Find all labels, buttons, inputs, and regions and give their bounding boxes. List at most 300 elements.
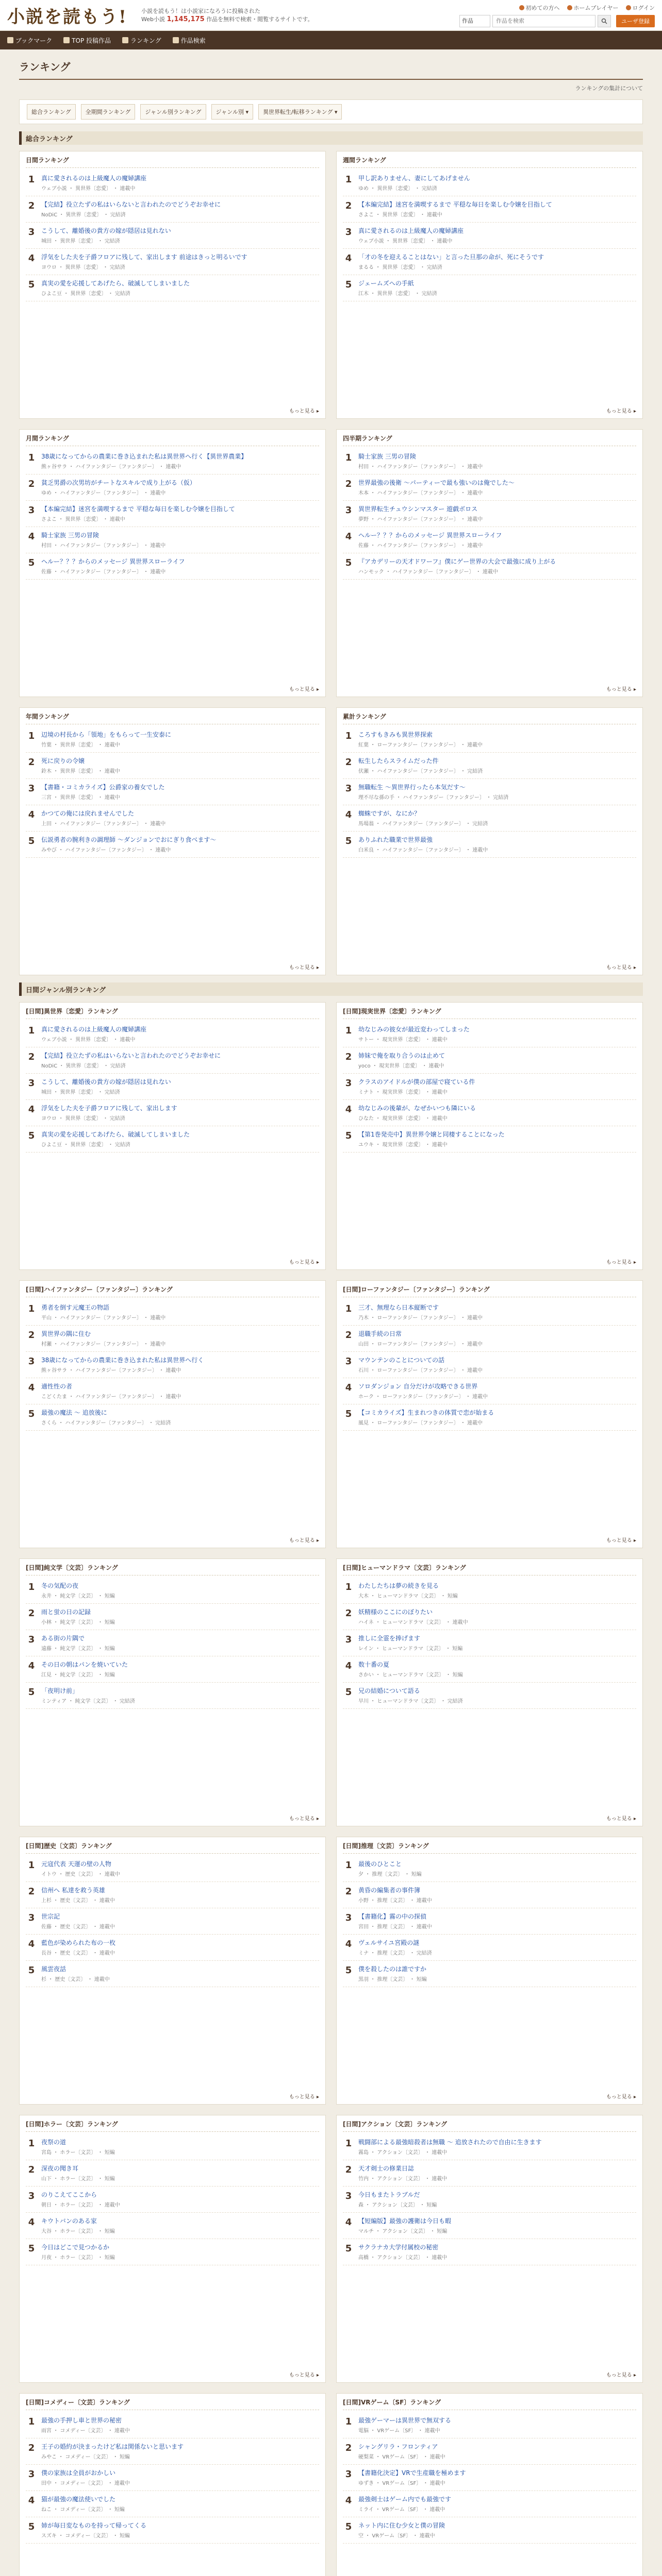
- rank-title-link[interactable]: 騎士家族 三男の冒険: [358, 453, 416, 460]
- ranking-item: [26, 832, 319, 858]
- rank-number: 2: [345, 1330, 352, 1341]
- rank-number: 1: [28, 2138, 35, 2149]
- rank-title-link[interactable]: サクラナカ大学付属校の秘密: [358, 2244, 439, 2251]
- rank-title-link[interactable]: 伝説勇者の腕利きの調理師 〜ダンジョンでおにぎり食べます〜: [41, 836, 217, 843]
- rank-meta: 村瀬 ・ ハイファンタジー〔ファンタジー〕 ・ 連載中: [41, 1342, 166, 1347]
- rank-title-link[interactable]: 元寇代表 天運の壁の人物: [41, 1860, 111, 1868]
- more-link[interactable]: もっと見る ▸: [606, 409, 636, 414]
- ranking-item: [343, 1378, 636, 1404]
- site-description: [141, 7, 397, 24]
- rank-title-link[interactable]: ジェームズへの手紙: [358, 280, 414, 287]
- rank-meta: 紅葉 ・ ローファンタジー〔ファンタジー〕 ・ 連載中: [358, 742, 483, 748]
- ranking-card-title: [日間]ハイファンタジー〔ファンタジー〕ランキング: [26, 1285, 319, 1297]
- rank-body: [41, 1660, 319, 1678]
- rank-meta: ユウキ ・ 現実世界〔恋愛〕 ・ 連載中: [358, 1142, 448, 1148]
- rank-number: 5: [28, 2243, 35, 2254]
- more-link[interactable]: もっと見る ▸: [606, 965, 636, 971]
- rank-body: [41, 452, 319, 470]
- rank-title-link[interactable]: 無職転生 〜異世界行ったら本気だす〜: [358, 784, 466, 791]
- rank-title-link[interactable]: 適性性の者: [41, 1383, 73, 1390]
- rank-title-link[interactable]: 真実の愛を応援してあげたら、破滅してしまいました: [41, 280, 190, 287]
- rank-meta: 永井 ・ 純文学〔文芸〕 ・ 短編: [41, 1594, 115, 1599]
- rank-title-link[interactable]: 【短編版】最強の護衛は今日も暇: [358, 2217, 452, 2225]
- tab-overall[interactable]: 総合ランキング: [27, 104, 76, 120]
- ranking-list: [343, 726, 636, 960]
- rank-title-link[interactable]: 僕を殺したのは誰ですか: [358, 1965, 427, 1973]
- ranking-list: [26, 2134, 319, 2367]
- rank-number: 4: [345, 1382, 352, 1393]
- rank-body: [358, 1409, 636, 1426]
- rank-title-link[interactable]: 転生したらスライムだった件: [358, 757, 439, 765]
- ranking-item: [26, 527, 319, 553]
- ranking-item: [26, 1630, 319, 1656]
- rank-number: 1: [345, 731, 352, 741]
- rank-body: [41, 279, 319, 297]
- rank-number: 1: [345, 1582, 352, 1592]
- search-input[interactable]: [492, 15, 595, 27]
- rank-body: [41, 1582, 319, 1599]
- more-link[interactable]: もっと見る ▸: [606, 1260, 636, 1265]
- rank-title-link[interactable]: 天才剣士の修業日誌: [358, 2165, 415, 2172]
- ranking-item: [26, 1578, 319, 1604]
- rank-meta: 霧島 ・ アクション〔文芸〕 ・ 連載中: [358, 2150, 448, 2156]
- rank-meta: 乃木 ・ ローファンタジー〔ファンタジー〕 ・ 連載中: [358, 1315, 483, 1321]
- rank-number: 3: [345, 1356, 352, 1367]
- rank-title-link[interactable]: 推しに全霊を捧げます: [358, 1635, 421, 1642]
- ranking-item: [26, 1299, 319, 1326]
- ranking-item: [26, 2239, 319, 2265]
- more-link[interactable]: もっと見る ▸: [289, 965, 319, 971]
- rank-body: [41, 2138, 319, 2156]
- rank-number: 1: [28, 731, 35, 741]
- rank-meta: 城田 ・ 異世界〔恋愛〕 ・ 完結済: [41, 239, 120, 244]
- ranking-about-link[interactable]: ランキングの集計について: [575, 85, 643, 92]
- rank-body: [41, 1886, 319, 1904]
- more-link[interactable]: もっと見る ▸: [289, 687, 319, 692]
- rank-number: 2: [28, 1886, 35, 1897]
- ranking-list: [343, 2134, 636, 2367]
- tab-genre-select[interactable]: ジャンル別 ▾: [211, 104, 254, 120]
- ranking-card: [19, 1837, 326, 2105]
- header-links: [519, 4, 655, 12]
- rank-body: [41, 836, 319, 853]
- rank-meta: 村田 ・ ハイファンタジー〔ファンタジー〕 ・ 連載中: [41, 543, 166, 549]
- section-genre: 日間ジャンル別ランキング: [19, 982, 643, 996]
- rank-number: 3: [345, 1912, 352, 1923]
- rank-title-link[interactable]: 「才の冬を迎えることはない」と言った旦那の命が、死にそうです: [358, 253, 544, 261]
- ranking-list: [343, 448, 636, 682]
- rank-title-link[interactable]: 【書籍化決定】VRで生産職を極めます: [358, 2469, 466, 2477]
- ranking-card-title: [日間]現実世界〔恋愛〕ランキング: [343, 1007, 636, 1019]
- ranking-item: [26, 448, 319, 474]
- ranking-list: [343, 2412, 636, 2576]
- rank-title-link[interactable]: 幼なじみの後輩が、なぜかいつも隣にいる: [358, 1105, 476, 1112]
- more-link[interactable]: もっと見る ▸: [289, 2372, 319, 2378]
- rank-number: 2: [28, 479, 35, 489]
- rank-body: [41, 1939, 319, 1956]
- rank-title-link[interactable]: 蜘蛛ですが、なにか？: [358, 810, 421, 817]
- rank-meta: 硬梨菜 ・ VRゲーム〔SF〕 ・ 連載中: [358, 2454, 445, 2460]
- rank-title-link[interactable]: 今日もまたトラブルだ: [358, 2191, 420, 2198]
- rank-title-link[interactable]: 深夜の聞き耳: [41, 2165, 79, 2172]
- rank-title-link[interactable]: 最強ゲーマーは異世界で無双する: [358, 2417, 452, 2424]
- rank-title-link[interactable]: 【書籍化】霧の中の探偵: [358, 1913, 427, 1920]
- rank-title-link[interactable]: 今日はどこで見つかるか: [41, 2244, 110, 2251]
- ranking-item: [343, 275, 636, 301]
- ranking-item: [26, 501, 319, 527]
- rank-title-link[interactable]: 38歳になってからの農業に巻き込まれた私は異世界へ行く: [41, 1357, 204, 1364]
- rank-meta: 夕 ・ 推理〔文芸〕 ・ 短編: [358, 1872, 422, 1877]
- ranking-item: [26, 1882, 319, 1908]
- rank-body: [41, 227, 319, 244]
- ranking-item: [26, 1326, 319, 1352]
- player-icon: [567, 5, 572, 10]
- rank-body: [358, 836, 636, 853]
- ranking-card-title: [日間]歴史〔文芸〕ランキング: [26, 1841, 319, 1854]
- rank-number: 3: [28, 1634, 35, 1645]
- rank-body: [358, 2443, 636, 2460]
- rank-body: [41, 1104, 319, 1122]
- rank-number: 4: [345, 253, 352, 264]
- ranking-card-title: 月間ランキング: [26, 434, 319, 446]
- ranking-item: [343, 2465, 636, 2491]
- rank-title-link[interactable]: 真に愛されるのは上級魔人の魔婦講座: [358, 227, 464, 234]
- rank-title-link[interactable]: ありふれた職業で世界最強: [358, 836, 433, 843]
- rank-meta: ミンティア ・ 純文学〔文芸〕 ・ 完結済: [41, 1699, 135, 1704]
- rank-number: 4: [28, 1104, 35, 1115]
- rank-number: 1: [28, 1860, 35, 1871]
- ranking-card-title: [日間]コメディー〔文芸〕ランキング: [26, 2398, 319, 2410]
- rank-number: 5: [28, 1965, 35, 1976]
- search-type-select[interactable]: 作品: [459, 15, 490, 27]
- ranking-card: [336, 1558, 643, 1826]
- rank-body: [358, 1382, 636, 1400]
- ranking-item: [343, 2491, 636, 2517]
- header-link-beginners[interactable]: 初めての方へ: [519, 4, 560, 12]
- more-link[interactable]: もっと見る ▸: [289, 2094, 319, 2100]
- ranking-item: [26, 1908, 319, 1935]
- rank-title-link[interactable]: 勇者を倒す元魔王の物語: [41, 1304, 110, 1311]
- rank-title-link[interactable]: キウトバンのある家: [41, 2217, 97, 2225]
- rank-title-link[interactable]: 浮気をした夫を子爵フロアに残して、家出します 前途はきっと明るいです: [41, 253, 247, 261]
- rank-title-link[interactable]: 王子の婚約が決まったけど私は関係ないと思います: [41, 2443, 184, 2450]
- rank-number: 1: [345, 2416, 352, 2427]
- ranking-item: [343, 1021, 636, 1047]
- ranking-item: [26, 1604, 319, 1630]
- rank-meta: 大谷 ・ ホラー〔文芸〕 ・ 短編: [41, 2229, 115, 2234]
- site-logo[interactable]: 小説を読もう!: [7, 7, 127, 27]
- nav-search[interactable]: [173, 36, 206, 45]
- ranking-item: [26, 275, 319, 301]
- rank-title-link[interactable]: 異世界の隅に住む: [41, 1330, 91, 1337]
- nav-top[interactable]: [63, 36, 111, 45]
- rank-title-link[interactable]: 冬の気配の夜: [41, 1582, 79, 1589]
- rank-title-link[interactable]: 異世界転生チュウシンマスター 遊戯ボロス: [358, 505, 478, 513]
- rank-title-link[interactable]: 38歳になってからの農業に巻き込まれた私は異世界へ行く【異世界農業】: [41, 453, 247, 460]
- header-link-login[interactable]: ログイン: [626, 4, 655, 12]
- rank-meta: 宮島 ・ ホラー〔文芸〕 ・ 短編: [41, 2150, 115, 2156]
- rank-title-link[interactable]: こうして、離婚後の貴方の嫁が隠居は見れない: [41, 227, 171, 234]
- rank-title-link[interactable]: 【コミカライズ】生まれつきの体質で恋が始まる: [358, 1409, 494, 1416]
- rank-title-link[interactable]: わたしたちは夢の続きを見る: [358, 1582, 439, 1589]
- rank-body: [358, 1860, 636, 1877]
- rank-title-link[interactable]: 真に愛されるのは上級魔人の魔婦講座: [41, 1026, 147, 1033]
- rank-number: 2: [28, 2164, 35, 2175]
- ranking-item: [343, 448, 636, 474]
- rank-title-link[interactable]: 僕の家族は全員がおかしい: [41, 2469, 116, 2477]
- rank-body: [358, 757, 636, 774]
- ranking-item: [343, 1126, 636, 1153]
- rank-title-link[interactable]: 騎士家族 三男の冒険: [41, 532, 99, 539]
- rank-title-link[interactable]: 妖精様のここにのぼりたい: [358, 1608, 433, 1616]
- rank-title-link[interactable]: 黄昏の編集者の事件簿: [358, 1887, 421, 1894]
- tab-alltime[interactable]: 全期間ランキング: [81, 104, 136, 120]
- rank-body: [358, 1104, 636, 1122]
- rank-title-link[interactable]: 戦闘部による最強暗殺者は無職 〜 追放されたので自由に生きます: [358, 2139, 542, 2146]
- rank-title-link[interactable]: 【第1巻発売中】異世界令嬢と同棲することになった: [358, 1131, 505, 1138]
- ranking-item: [26, 2187, 319, 2213]
- rank-title-link[interactable]: 最強剣士はゲーム内でも最強です: [358, 2496, 452, 2503]
- ranking-card-title: 四半期ランキング: [343, 434, 636, 446]
- rank-meta: マルチ ・ アクション〔文芸〕 ・ 短編: [358, 2229, 448, 2234]
- rank-title-link[interactable]: ヘルー？？？からのメッセージ 異世界スローライフ: [41, 558, 185, 565]
- rank-number: 2: [345, 2443, 352, 2453]
- login-icon: [626, 5, 631, 10]
- rank-title-link[interactable]: 三才、無理なら日本縦断です: [358, 1304, 439, 1311]
- rank-title-link[interactable]: 幼なじみの彼女が最近変わってしまった: [358, 1026, 470, 1033]
- rank-title-link[interactable]: 真実の愛を応援してあげたら、破滅してしまいました: [41, 1131, 190, 1138]
- rank-title-link[interactable]: ヴェルサイユ宮殿の謎: [358, 1939, 420, 1946]
- desc-suffix: 作品を無料で検索・閲覧するサイトです。: [206, 15, 313, 23]
- rank-title-link[interactable]: その日の朝はパンを焼いていた: [41, 1661, 128, 1668]
- ranking-card-title: 週間ランキング: [343, 156, 636, 168]
- rank-meta: 木本 ・ ハイファンタジー〔ファンタジー〕 ・ 連載中: [358, 490, 483, 496]
- rank-number: 1: [28, 1025, 35, 1036]
- rank-body: [41, 1330, 319, 1347]
- rank-meta: 佐藤 ・ ハイファンタジー〔ファンタジー〕 ・ 連載中: [358, 543, 483, 549]
- rank-body: [41, 783, 319, 801]
- ranking-item: [26, 1656, 319, 1683]
- rank-number: 2: [28, 200, 35, 211]
- rank-body: [41, 253, 319, 270]
- rank-meta: 鈴木 ・ 異世界〔恋愛〕 ・ 連載中: [41, 769, 120, 774]
- rank-body: [358, 1660, 636, 1678]
- ranking-item: [26, 1683, 319, 1709]
- nav-ranking[interactable]: [122, 36, 161, 45]
- rank-meta: ミナ ・ 推理〔文芸〕 ・ 完結済: [358, 1951, 432, 1956]
- ranking-item: [343, 1961, 636, 1987]
- rank-meta: 山田 ・ ローファンタジー〔ファンタジー〕 ・ 連載中: [358, 1342, 483, 1347]
- rank-title-link[interactable]: マウンテンのことについての話: [358, 1357, 445, 1364]
- rank-number: 4: [28, 1660, 35, 1671]
- rank-title-link[interactable]: 最後のひとこと: [358, 1860, 402, 1868]
- rank-body: [41, 809, 319, 827]
- ranking-item: [26, 170, 319, 196]
- rank-number: 3: [345, 2191, 352, 2201]
- tab-genre[interactable]: ジャンル別ランキング: [140, 104, 206, 120]
- rank-title-link[interactable]: 【書籍・コミカライズ】公爵家の養女でした: [41, 784, 165, 791]
- ranking-card: [19, 1280, 326, 1548]
- ranking-item: [26, 249, 319, 275]
- more-link[interactable]: もっと見る ▸: [289, 409, 319, 414]
- rank-title-link[interactable]: ある街の片隅で: [41, 1635, 85, 1642]
- rank-body: [358, 2217, 636, 2234]
- rank-number: 2: [28, 1052, 35, 1062]
- rank-body: [41, 2217, 319, 2234]
- rank-body: [41, 1860, 319, 1877]
- more-link[interactable]: もっと見る ▸: [606, 2372, 636, 2378]
- rank-number: 5: [345, 1965, 352, 1976]
- ranking-card-title: [日間]ローファンタジー〔ファンタジー〕ランキング: [343, 1285, 636, 1297]
- rank-meta: 空 ・ VRゲーム〔SF〕 ・ 連載中: [358, 2533, 435, 2539]
- rank-title-link[interactable]: 世界最強の後衛 〜パーティーで最も強いのは俺でした〜: [358, 479, 515, 486]
- ranking-card: [19, 2393, 326, 2576]
- more-link[interactable]: もっと見る ▸: [606, 1538, 636, 1544]
- rank-title-link[interactable]: 「夜明け前」: [41, 1687, 79, 1694]
- rank-body: [358, 809, 636, 827]
- register-button[interactable]: ユーザ登録: [616, 15, 655, 27]
- rank-body: [358, 505, 636, 522]
- rank-body: [41, 531, 319, 549]
- ranking-item: [343, 2517, 636, 2544]
- rank-body: [358, 2469, 636, 2486]
- rank-number: 5: [28, 1687, 35, 1698]
- novel-count: 1,145,175: [167, 15, 205, 23]
- rank-title-link[interactable]: 辺境の村長から「領地」をもらって一生安泰に: [41, 731, 172, 738]
- rank-title-link[interactable]: 藍色が染められた布の一枚: [41, 1939, 116, 1946]
- more-link[interactable]: もっと見る ▸: [289, 1260, 319, 1265]
- ranking-item: [26, 1404, 319, 1431]
- more-link[interactable]: もっと見る ▸: [606, 1816, 636, 1822]
- home-icon: [63, 37, 70, 43]
- ranking-item: [26, 223, 319, 249]
- page-content: [19, 56, 643, 2576]
- rank-title-link[interactable]: 信州へ 私達を救う英雄: [41, 1887, 105, 1894]
- ranking-item: [343, 1856, 636, 1882]
- rank-body: [358, 1687, 636, 1704]
- rank-title-link[interactable]: 真に愛されるのは上級魔人の魔婦講座: [41, 175, 147, 182]
- header-link-player[interactable]: ホームプレイヤー: [567, 4, 619, 12]
- rank-title-link[interactable]: 夜祭の道: [41, 2139, 67, 2146]
- ranking-item: [26, 474, 319, 501]
- nav-bookmark[interactable]: [7, 36, 52, 45]
- ranking-item: [343, 805, 636, 832]
- more-link[interactable]: もっと見る ▸: [606, 2094, 636, 2100]
- ranking-item: [343, 2160, 636, 2187]
- rank-title-link[interactable]: 貧乏男爵の次男坊がチートなスキルで成り上がる（仮）: [41, 479, 196, 486]
- rank-title-link[interactable]: 姉妹で俺を取り合うのは止めて: [358, 1052, 445, 1059]
- more-link[interactable]: もっと見る ▸: [606, 687, 636, 692]
- rank-body: [358, 1356, 636, 1374]
- rank-body: [41, 505, 319, 522]
- rank-title-link[interactable]: こうして、離婚後の貴方の嫁が隠居は見れない: [41, 1078, 171, 1086]
- rank-number: 4: [28, 1939, 35, 1950]
- rank-number: 2: [28, 1330, 35, 1341]
- rank-meta: 大木 ・ ヒューマンドラマ〔文芸〕 ・ 短編: [358, 1594, 458, 1599]
- rank-body: [358, 1886, 636, 1904]
- ranking-item: [26, 1126, 319, 1153]
- bookmark-icon: [7, 37, 13, 43]
- rank-title-link[interactable]: ころすもきみも異世界探索: [358, 731, 433, 738]
- rank-meta: ホーク ・ ローファンタジー〔ファンタジー〕 ・ 連載中: [358, 1394, 488, 1400]
- rank-title-link[interactable]: かつての俺には戻れませんでした: [41, 810, 135, 817]
- ranking-item: [343, 832, 636, 858]
- rank-title-link[interactable]: 風雲夜話: [41, 1965, 67, 1973]
- more-link[interactable]: もっと見る ▸: [289, 1816, 319, 1822]
- rank-title-link[interactable]: 『アカデリーの天才ドワーフ』僕にゲー世界の大会で最強に成り上がる: [358, 558, 556, 565]
- ranking-item: [26, 2491, 319, 2517]
- rank-meta: ひよこ豆 ・ 異世界〔恋愛〕 ・ 完結済: [41, 1142, 130, 1148]
- ranking-card-title: 日間ランキング: [26, 156, 319, 168]
- ranking-item: [26, 2213, 319, 2239]
- nav-label: ブックマーク: [15, 37, 53, 44]
- rank-body: [41, 479, 319, 496]
- rank-title-link[interactable]: シャングリラ・フロンティア: [358, 2443, 438, 2450]
- rank-body: [41, 2243, 319, 2261]
- ranking-item: [343, 1656, 636, 1683]
- rank-number: 3: [28, 2469, 35, 2480]
- rank-number: 4: [345, 809, 352, 820]
- ranking-item: [343, 474, 636, 501]
- rank-title-link[interactable]: 死に戻りの令嬢: [41, 757, 85, 765]
- ranking-list: [343, 1856, 636, 2089]
- rank-title-link[interactable]: 世宗記: [41, 1913, 60, 1920]
- rank-title-link[interactable]: 【本編完結】迷宮を満喫するまで 平穏な毎日を楽しむ令嬢を目指して: [41, 505, 235, 513]
- rank-number: 5: [28, 279, 35, 290]
- rank-title-link[interactable]: ヘルー？？？からのメッセージ 異世界スローライフ: [358, 532, 502, 539]
- rank-title-link[interactable]: ソロダンジョン 自分だけが攻略できる世界: [358, 1383, 478, 1390]
- rank-title-link[interactable]: 兄の結婚について語る: [358, 1687, 420, 1694]
- rank-title-link[interactable]: 浮気をした夫を子爵フロアに残して、家出します: [41, 1105, 177, 1112]
- ranking-item: [343, 1630, 636, 1656]
- ranking-card: [19, 429, 326, 697]
- rank-title-link[interactable]: 甲し訳ありません、妻にしてあげません: [358, 175, 470, 182]
- rank-number: 4: [345, 1104, 352, 1115]
- more-link[interactable]: もっと見る ▸: [289, 1538, 319, 1544]
- rank-number: 2: [345, 479, 352, 489]
- ranking-list: [26, 726, 319, 960]
- rank-title-link[interactable]: ネット内に住む少女と僕の冒険: [358, 2522, 445, 2529]
- ranking-item: [26, 1961, 319, 1987]
- rank-body: [41, 2416, 319, 2434]
- desc-line2: [141, 15, 397, 24]
- rank-meta: 宮田 ・ 推理〔文芸〕 ・ 連載中: [358, 1924, 432, 1930]
- rank-title-link[interactable]: 退職手続の日常: [358, 1330, 402, 1337]
- rank-number: 1: [28, 1303, 35, 1314]
- rank-title-link[interactable]: 数十番の夏: [358, 1661, 390, 1668]
- rank-title-link[interactable]: 最強の手押し車と世界の秘密: [41, 2417, 122, 2424]
- rank-title-link[interactable]: 姉が毎日変なものを持って帰ってくる: [41, 2522, 147, 2529]
- rank-number: 1: [345, 452, 352, 463]
- rank-title-link[interactable]: クラスのアイドルが僕の部屋で寝ている件: [358, 1078, 475, 1086]
- rank-title-link[interactable]: 猫が最強の魔法使いでした: [41, 2496, 116, 2503]
- tab-isekai[interactable]: 異世界転生/転移ランキング ▾: [258, 104, 342, 120]
- rank-title-link[interactable]: 雨と蛍の日の記録: [41, 1608, 91, 1616]
- rank-title-link[interactable]: 【完結】役立たずの私はいらないと言われたのでどうぞお幸せに: [41, 1052, 221, 1059]
- rank-title-link[interactable]: 【本編完結】迷宮を満喫するまで 平穏な毎日を楽しむ令嬢を目指して: [358, 201, 552, 208]
- rank-body: [358, 2416, 636, 2434]
- search-button[interactable]: [598, 15, 611, 27]
- rank-meta: 田中 ・ コメディー〔文芸〕 ・ 連載中: [41, 2481, 130, 2486]
- rank-title-link[interactable]: のりこえてここから: [41, 2191, 97, 2198]
- rank-number: 3: [28, 1356, 35, 1367]
- rank-meta: 城田 ・ 異世界〔恋愛〕 ・ 完結済: [41, 1090, 120, 1095]
- rank-title-link[interactable]: 最強の魔法 〜 追放後に: [41, 1409, 107, 1416]
- rank-title-link[interactable]: 【完結】役立たずの私はいらないと言われたのでどうぞお幸せに: [41, 201, 221, 208]
- rank-body: [358, 479, 636, 496]
- ranking-item: [343, 553, 636, 580]
- ranking-item: [343, 2412, 636, 2438]
